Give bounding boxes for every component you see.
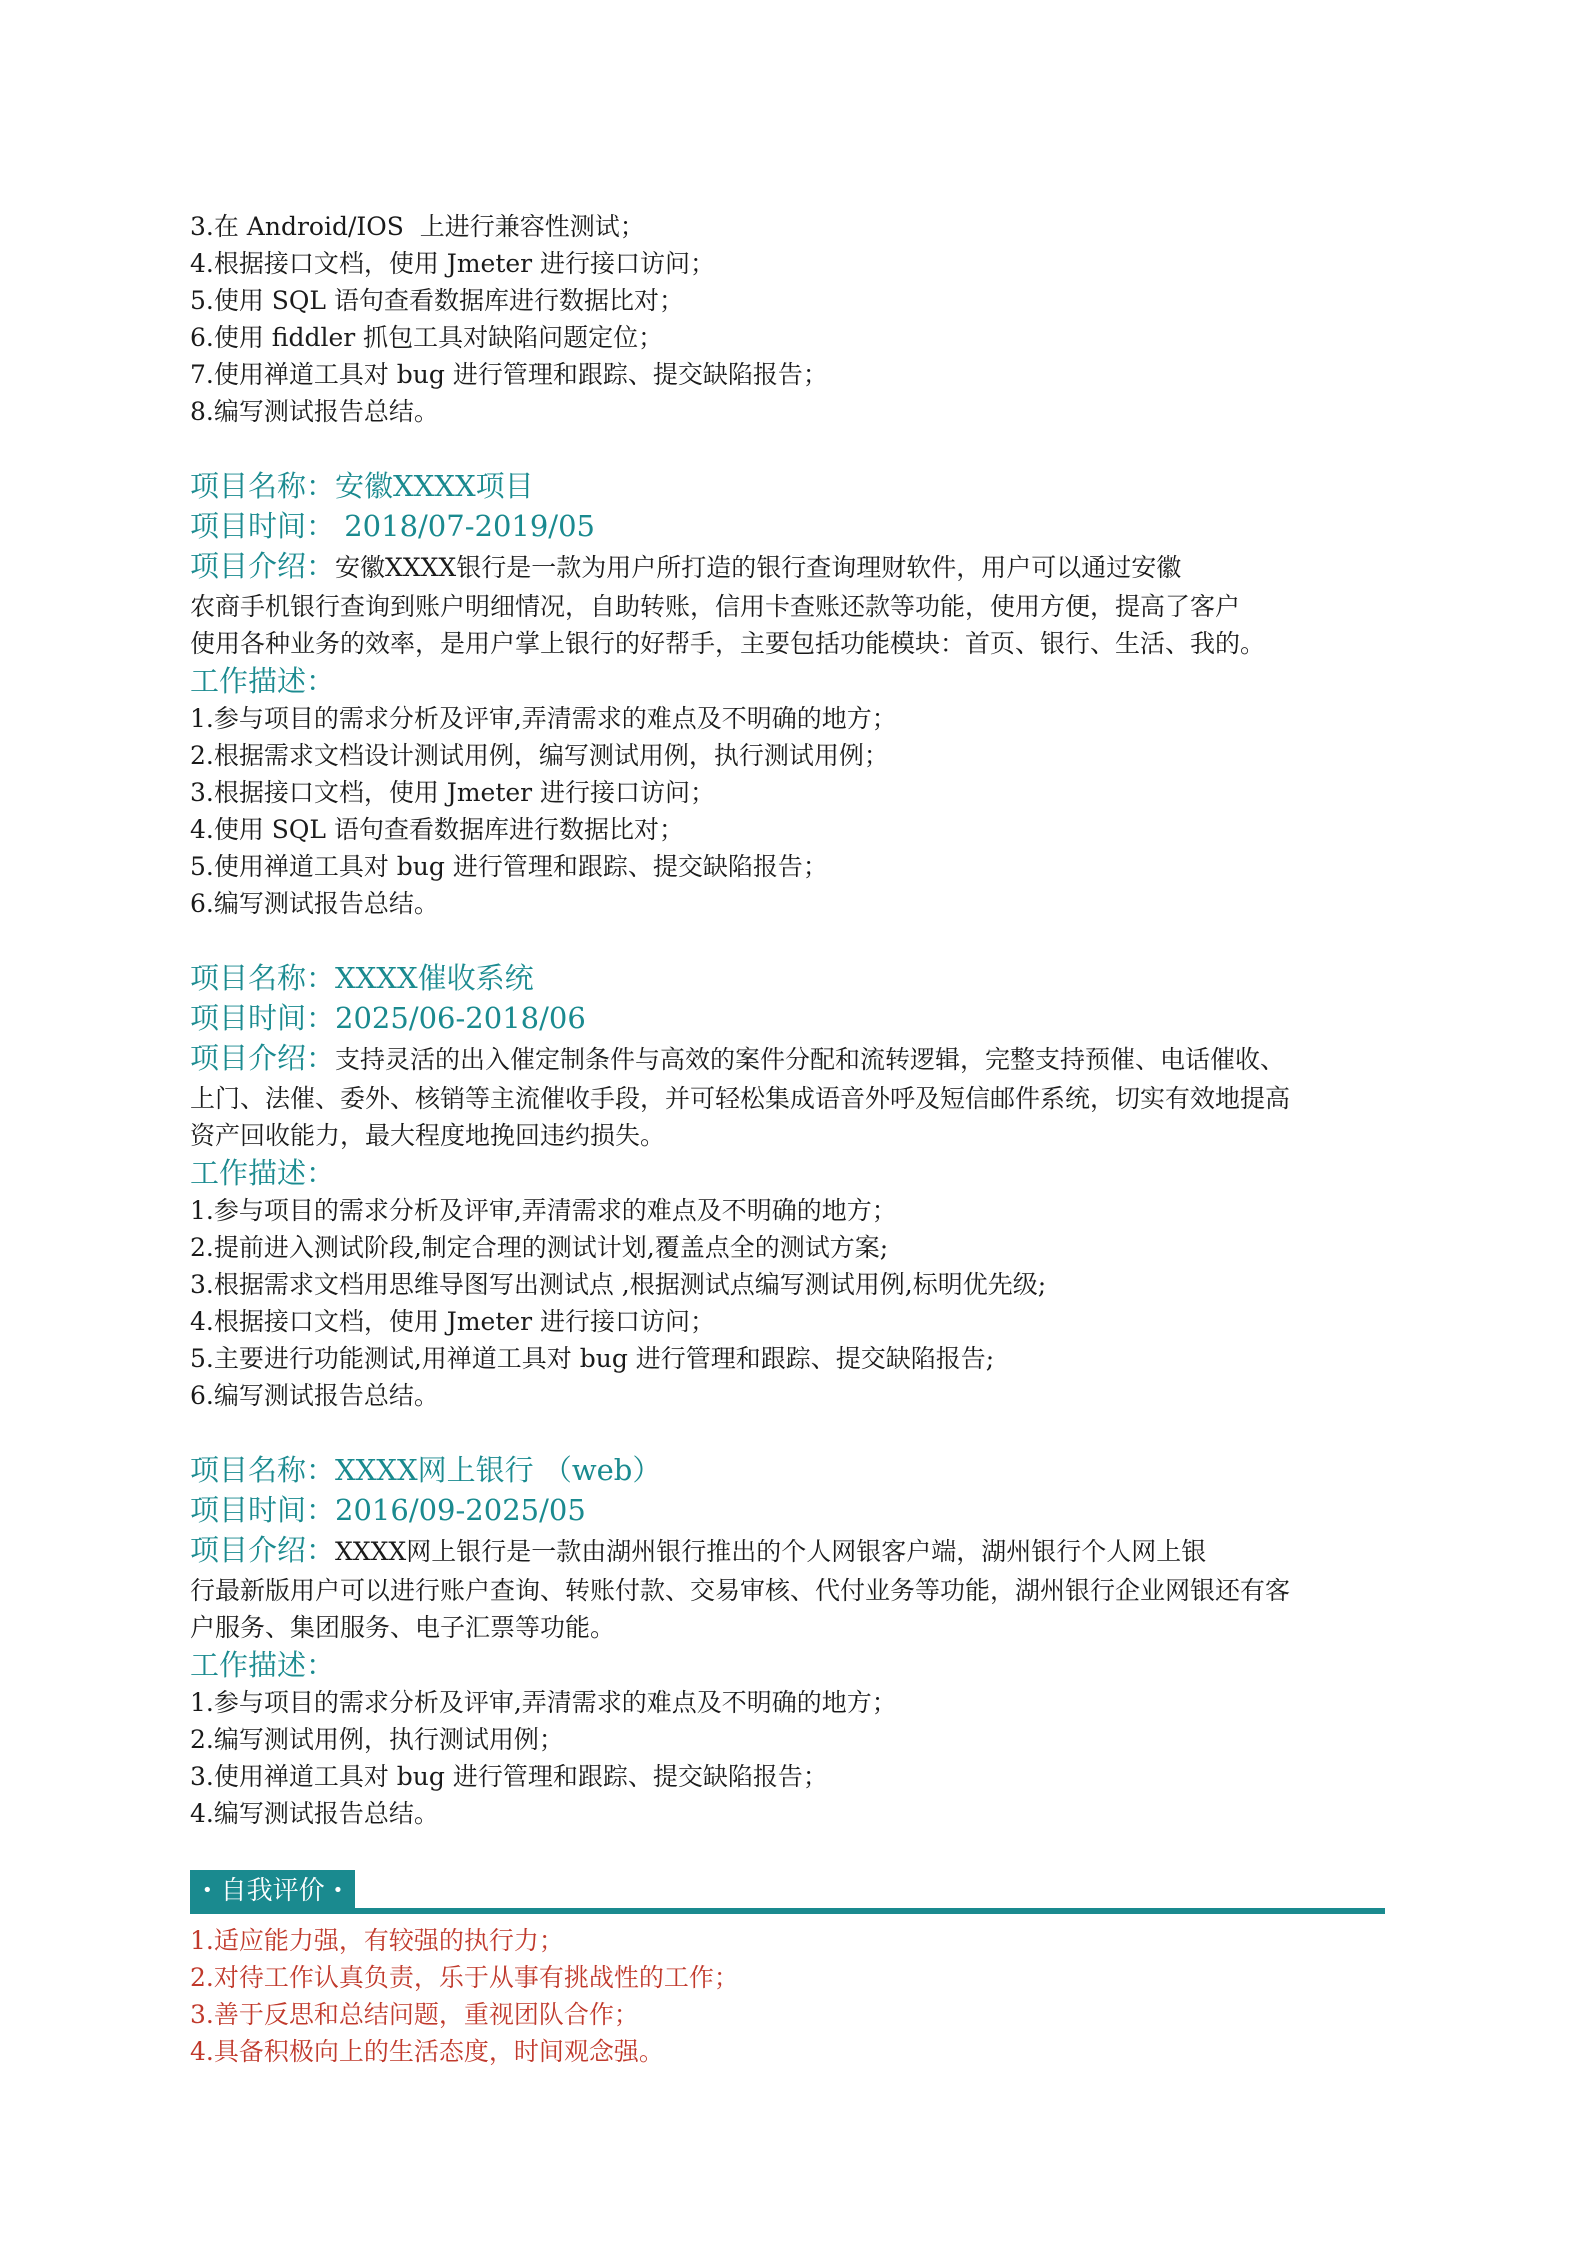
list-item: 4.根据接口文档，使用 Jmeter 进行接口访问； [190, 249, 716, 278]
project-section [190, 958, 1440, 1414]
list-item: 1.参与项目的需求分析及评审,弄清需求的难点及不明确的地方； [190, 1196, 897, 1225]
list-item: 1.参与项目的需求分析及评审,弄清需求的难点及不明确的地方； [190, 1688, 897, 1717]
bullet-dot-icon: • [332, 1880, 344, 1901]
list-item: 4.编写测试报告总结。 [190, 1799, 439, 1828]
project-time-label: 项目时间： [190, 1001, 336, 1035]
project-intro-text: 农商手机银行查询到账户明细情况，自助转账，信用卡查账还款等功能，使用方便，提高了客户 [190, 592, 1241, 621]
list-item: 1.适应能力强，有较强的执行力； [190, 1926, 564, 1955]
project-time: 2016/09-2025/05 [335, 1493, 586, 1527]
list-item: 2.根据需求文档设计测试用例，编写测试用例，执行测试用例； [190, 741, 889, 770]
project-intro-text: 上门、法催、委外、核销等主流催收手段，并可轻松集成语音外呼及短信邮件系统，切实有效地提高 [190, 1084, 1291, 1113]
list-item: 6.编写测试报告总结。 [190, 889, 439, 918]
self-evaluation-list [190, 1922, 1440, 2070]
list-item: 3.根据接口文档，使用 Jmeter 进行接口访问； [190, 778, 716, 807]
list-item: 8.编写测试报告总结。 [190, 397, 439, 426]
project-time-label: 项目时间： [190, 1493, 336, 1527]
project-intro-label: 项目介绍： [190, 1041, 336, 1075]
project-intro-text: 支持灵活的出入催定制条件与高效的案件分配和流转逻辑，完整支持预催、电话催收、 [335, 1045, 1286, 1074]
list-item: 3.根据需求文档用思维导图写出测试点 ,根据测试点编写测试用例,标明优先级; [190, 1270, 1047, 1299]
project-name-row [190, 466, 1440, 506]
list-item: 1.参与项目的需求分析及评审,弄清需求的难点及不明确的地方； [190, 704, 897, 733]
project-time-label: 项目时间： [190, 509, 336, 543]
work-description-heading: 工作描述： [190, 1156, 336, 1190]
project-time: 2025/06-2018/06 [335, 1001, 586, 1035]
list-item: 3.在 Android/IOS 上进行兼容性测试； [190, 212, 645, 241]
project-intro-label: 项目介绍： [190, 1533, 336, 1567]
project-intro-text: 行最新版用户可以进行账户查询、转账付款、交易审核、代付业务等功能，湖州银行企业网银还有客 [190, 1576, 1291, 1605]
project-name: XXXX催收系统 [335, 961, 534, 995]
list-item: 5.使用禅道工具对 bug 进行管理和跟踪、提交缺陷报告； [190, 852, 828, 881]
project-section [190, 466, 1440, 922]
list-item: 6.编写测试报告总结。 [190, 1381, 439, 1410]
project-name-label: 项目名称： [190, 1453, 336, 1487]
list-item: 6.使用 fiddler 抓包工具对缺陷问题定位； [190, 323, 664, 352]
self-evaluation-header [190, 1870, 1385, 1916]
project-intro-text: 资产回收能力，最大程度地挽回违约损失。 [190, 1121, 666, 1150]
project-name: XXXX网上银行 （web） [335, 1453, 662, 1487]
self-evaluation-tab [190, 1870, 355, 1912]
work-description-heading: 工作描述： [190, 664, 336, 698]
resume-page [190, 208, 1440, 2070]
list-item: 2.提前进入测试阶段,制定合理的测试计划,覆盖点全的测试方案; [190, 1233, 889, 1262]
list-item: 4.根据接口文档，使用 Jmeter 进行接口访问； [190, 1307, 716, 1336]
project-name-label: 项目名称： [190, 469, 336, 503]
list-item: 4.使用 SQL 语句查看数据库进行数据比对； [190, 815, 684, 844]
list-item: 3.善于反思和总结问题，重视团队合作； [190, 2000, 639, 2029]
project-name: 安徽XXXX项目 [335, 469, 534, 503]
project-name-row [190, 958, 1440, 998]
list-item: 2.编写测试用例，执行测试用例； [190, 1725, 564, 1754]
project-intro-text: 安徽XXXX银行是一款为用户所打造的银行查询理财软件，用户可以通过安徽 [335, 553, 1182, 582]
list-item: 5.主要进行功能测试,用禅道工具对 bug 进行管理和跟踪、提交缺陷报告; [190, 1344, 995, 1373]
project-name-row [190, 1450, 1440, 1490]
list-item: 4.具备积极向上的生活态度，时间观念强。 [190, 2037, 664, 2066]
project-intro-row [190, 546, 1440, 588]
list-item: 5.使用 SQL 语句查看数据库进行数据比对； [190, 286, 684, 315]
list-item: 7.使用禅道工具对 bug 进行管理和跟踪、提交缺陷报告； [190, 360, 828, 389]
project-intro-text: 使用各种业务的效率，是用户掌上银行的好帮手，主要包括功能模块：首页、银行、生活、我的。 [190, 629, 1266, 658]
work-description-heading: 工作描述： [190, 1648, 336, 1682]
project-intro-text: 户服务、集团服务、电子汇票等功能。 [190, 1613, 616, 1642]
project-time-row [190, 1490, 1440, 1530]
project-time-row [190, 506, 1440, 546]
project-intro-row [190, 1038, 1440, 1080]
project-intro-row [190, 1530, 1440, 1572]
project-time: 2018/07-2019/05 [335, 509, 595, 543]
list-item: 3.使用禅道工具对 bug 进行管理和跟踪、提交缺陷报告； [190, 1762, 828, 1791]
project-name-label: 项目名称： [190, 961, 336, 995]
self-evaluation-title: 自我评价 [220, 1876, 325, 1906]
project-intro-text: XXXX网上银行是一款由湖州银行推出的个人网银客户端，湖州银行个人网上银 [335, 1537, 1207, 1566]
section-divider [190, 1908, 1385, 1914]
project-section [190, 1450, 1440, 1832]
previous-project-work-list [190, 208, 1440, 430]
project-intro-label: 项目介绍： [190, 549, 336, 583]
bullet-dot-icon: • [202, 1880, 213, 1901]
project-time-row [190, 998, 1440, 1038]
list-item: 2.对待工作认真负责，乐于从事有挑战性的工作； [190, 1963, 739, 1992]
